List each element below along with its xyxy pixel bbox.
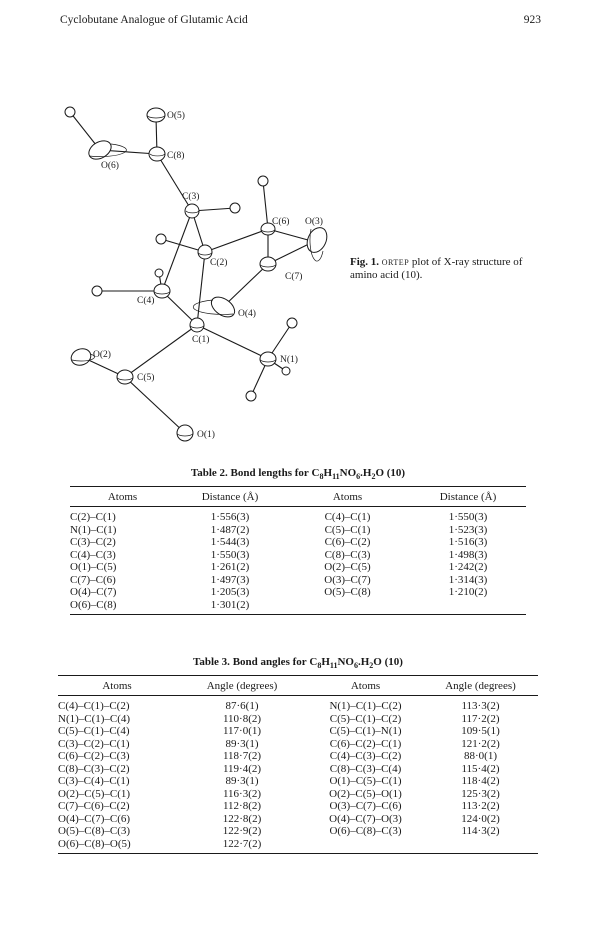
value-cell: 114·3(2) [461,825,500,837]
hydrogen-atom [155,269,163,277]
atoms-cell: O(4)–C(7)–O(3) [329,812,402,825]
label-o1: O(1) [197,430,215,440]
value-cell: 88·0(1) [464,750,497,762]
table-row [70,574,526,587]
table-header-row [58,676,538,696]
hydrogen-atom [258,176,268,186]
value-cell: 119·4(2) [222,762,262,775]
value-cell: 115·4(2) [461,762,500,775]
atom-labels [93,110,323,440]
hydrogen-atom [282,367,290,375]
atoms-cell: C(4)–C(1) [324,511,371,523]
atoms-cell: C(3)–C(2) [70,536,116,548]
hydrogen-atom [65,107,75,117]
label-n1: N(1) [280,355,298,365]
value-cell: 122·7(2) [222,837,262,850]
hydrogen-atom [92,286,102,296]
atoms-cell: C(8)–C(3)–C(4) [329,762,402,775]
value-cell: 1·516(3) [448,536,488,548]
value-cell: 124·0(2) [461,812,500,825]
atoms-cell: C(8)–C(3) [324,548,371,561]
atoms-cell [285,599,410,615]
value-cell: 87·6(1) [225,700,259,712]
table3-caption [58,656,538,670]
table-row [70,536,526,549]
table-row [58,696,538,713]
atoms-cell: O(4)–C(7)–C(6) [58,812,131,825]
atoms-cell: C(6)–C(2)–C(3) [58,750,130,762]
label-c4: C(4) [137,296,155,306]
atoms-cell: C(5)–C(1)–C(2) [329,712,402,725]
value-cell: 1·242(2) [448,561,488,573]
table-row [58,813,538,826]
value-cell: 1·205(3) [210,586,250,598]
figure-caption [350,256,525,282]
atoms-cell: C(8)–C(3)–C(2) [58,762,130,775]
value-cell: 1·261(2) [210,561,250,573]
label-c1: C(1) [192,335,210,345]
value-cell: 125·3(2) [461,787,500,800]
atom-o2 [69,346,93,368]
atoms-cell: O(1)–C(5) [70,561,117,573]
atoms-cell: O(2)–C(5)–C(1) [58,787,131,800]
atoms-cell: C(5)–C(1) [324,523,371,536]
atom-o5 [147,108,165,122]
table2-label: Table 2. [190,467,228,479]
value-cell: 116·3(2) [222,787,262,800]
atoms-cell: C(7)–C(6)–C(2) [58,800,130,812]
value-cell: 110·8(2) [222,712,262,725]
value-cell: 112·8(2) [222,800,262,812]
value-cell: 89·3(1) [225,737,259,750]
atom-o1 [177,425,193,441]
label-o3: O(3) [305,217,323,227]
value-cell [410,599,526,615]
column-header: Angle (degrees) [445,679,516,692]
table-row [70,549,526,562]
atom-c1 [190,318,204,332]
atoms-cell: O(6)–C(8)–O(5) [58,837,131,850]
column-header: Angle (degrees) [206,679,278,692]
table-row [70,524,526,537]
label-o4: O(4) [238,309,256,319]
hydrogen-atom [246,391,256,401]
value-cell: 89·3(1) [225,775,259,787]
label-c3: C(3) [182,192,200,202]
table-body [70,507,526,615]
bond-c3-c4 [162,211,192,291]
atoms-cell: C(5)–C(1)–N(1) [329,725,402,737]
table2-formula: $C_8H_{11}NO_6.H_2O$ (10) [311,467,406,482]
value-cell: 1·497(3) [210,573,250,586]
value-cell: 109·5(1) [461,725,500,737]
bond-c5-o1 [125,377,185,433]
bond-c1-c5 [125,325,197,377]
atoms-cell: O(3)–C(7)–C(6) [329,800,402,812]
table3-formula: $C_8H_{11}NO_6.H_2O$ (10) [309,656,403,671]
table-row [58,763,538,776]
atoms-cell: O(3)–C(7) [324,573,371,586]
atoms-cell [308,838,423,854]
atom-o6 [86,137,115,163]
ortep-term: ortep [381,256,410,268]
value-cell: 1·556(3) [210,511,250,523]
page-header [60,14,541,30]
table-row [58,838,538,854]
bond-lengths-table [70,486,526,615]
ortep-figure [55,80,355,455]
atoms-cell: C(2)–C(1) [70,511,116,523]
bond-angles-table [58,675,538,854]
label-o5: O(5) [167,111,185,121]
table-header-row [70,487,526,507]
hydrogen-atom [287,318,297,328]
atoms-cell: N(1)–C(1)–C(2) [329,700,402,712]
column-header: Atoms [107,490,138,503]
value-cell: 1·314(3) [448,573,488,586]
column-header: Atoms [102,679,132,692]
table-row [70,586,526,599]
label-c7: C(7) [285,272,303,282]
value-cell: 1·550(3) [210,548,250,561]
atoms-cell: O(2)–C(5)–O(1) [329,787,402,800]
atoms-cell: C(4)–C(3) [70,548,116,561]
table-row [70,599,526,615]
atoms-cell: C(6)–C(2) [324,536,371,548]
atoms-cell: C(7)–C(6) [70,573,116,586]
label-c2: C(2) [210,258,228,268]
bond-c1-c2 [197,252,205,325]
running-title: Cyclobutane Analogue of Glutamic Acid [60,14,248,26]
column-header: Distance (Å) [439,490,497,503]
atoms-cell: O(6)–C(8) [70,598,117,611]
table-row [58,800,538,813]
atoms-cell: O(5)–C(8) [324,586,371,598]
table-row [58,725,538,738]
atoms-cell: O(5)–C(8)–C(3) [58,825,131,837]
value-cell: 1·487(2) [210,523,250,536]
atoms-cell: C(4)–C(1)–C(2) [58,700,130,712]
atoms-cell: O(1)–C(5)–C(1) [329,775,402,787]
figure-caption-text: plot of X-ray structure of amino acid (10). [350,256,523,281]
table2-caption [70,467,526,481]
atoms-cell: N(1)–C(1)–C(4) [58,712,131,725]
value-cell: 1·210(2) [448,586,488,598]
table3-label: Table 3. [193,656,230,668]
atom-o3 [303,224,330,255]
value-cell: 121·2(2) [461,737,500,750]
atoms-cell: C(5)–C(1)–C(4) [58,725,130,737]
column-header: Atoms [332,490,363,503]
atoms-cell: N(1)–C(1) [70,523,117,536]
atom-c7 [260,257,276,271]
value-cell: 122·9(2) [222,825,262,837]
value-cell: 117·2(2) [461,712,500,725]
value-cell: 113·3(2) [461,700,500,712]
table-row [58,713,538,726]
table-row [58,775,538,788]
label-o6: O(6) [101,161,119,171]
label-o2: O(2) [93,350,111,360]
bond-c3-c8 [157,154,192,211]
value-cell [423,838,538,854]
label-c5: C(5) [137,373,155,383]
value-cell: 118·7(2) [222,750,262,762]
bond-c7-o4 [223,264,268,307]
atom-c4 [154,284,170,298]
column-header: Distance (Å) [201,490,259,503]
bond-c2-c6 [205,229,268,252]
hydrogen-atom [156,234,166,244]
figure-number: Fig. 1. [350,256,380,268]
hydrogen-atom [230,203,240,213]
value-cell: 113·2(2) [461,800,500,812]
value-cell: 1·544(3) [210,536,250,548]
atoms-cell: C(4)–C(3)–C(2) [329,750,402,762]
column-header: Atoms [350,679,381,692]
atom-c5 [117,370,133,384]
value-cell: 1·550(3) [448,511,488,523]
bond-c6-h1 [263,181,268,229]
value-cell: 118·4(2) [461,775,500,787]
table3-title: Bond angles for [232,656,307,668]
atoms-cell: O(4)–C(7) [70,586,117,598]
page-number: 923 [523,14,541,26]
table-body [58,696,538,854]
value-cell: 1·498(3) [448,548,488,561]
value-cell: 1·523(3) [448,523,488,536]
table-row [58,788,538,801]
label-c8: C(8) [167,151,185,161]
value-cell: 1·301(2) [210,598,250,611]
atoms-cell: C(3)–C(2)–C(1) [58,737,130,750]
table-row [58,750,538,763]
table-row [58,738,538,751]
atom-c2 [198,245,212,259]
label-c6: C(6) [272,217,290,227]
atom-c3 [185,204,199,218]
atom-n1 [260,352,276,366]
atoms-cell: O(2)–C(5) [324,561,371,573]
atom-c8 [149,147,165,161]
table-row [70,507,526,524]
table-row [70,561,526,574]
value-cell: 117·0(1) [222,725,262,737]
table-row [58,825,538,838]
value-cell: 122·8(2) [222,812,262,825]
atoms-cell: C(3)–C(4)–C(1) [58,775,130,787]
atoms-cell: C(6)–C(2)–C(1) [329,737,402,750]
atoms-cell: O(6)–C(8)–C(3) [329,825,402,837]
table2-title: Bond lengths for [230,467,309,479]
